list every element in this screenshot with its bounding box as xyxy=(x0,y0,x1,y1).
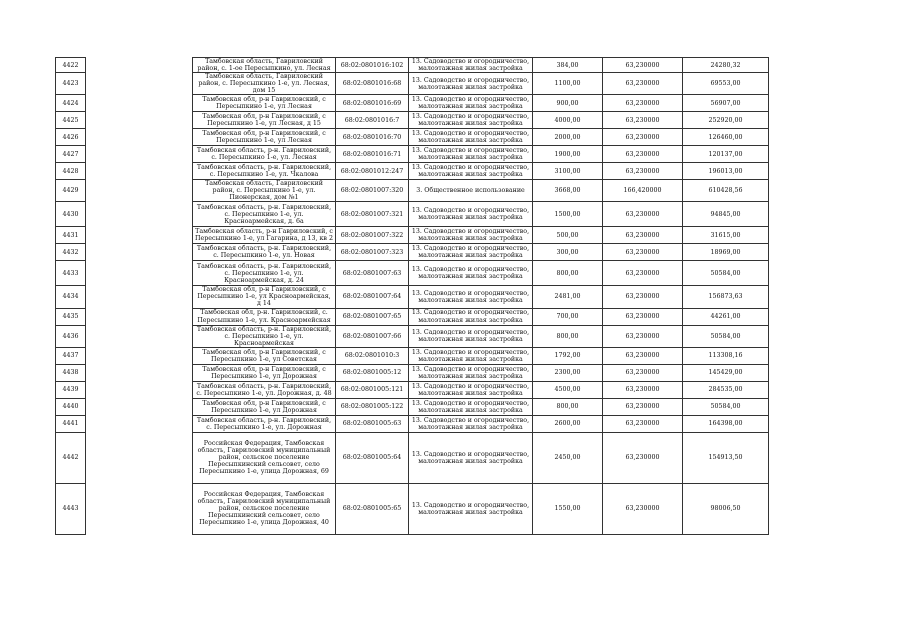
table-row xyxy=(56,163,769,180)
table-row xyxy=(56,244,769,261)
area-cell: 1900,00 xyxy=(533,146,603,163)
cadastral-value-cell: 252920,00 xyxy=(683,112,769,129)
address-cell: Тамбовская обл, р-н Гавриловский, с Пересыпкино 1-е, ул Лесная xyxy=(193,129,336,146)
land-use-cell: 13. Садоводство и огородничество, малоэтажная жилая застройка xyxy=(409,415,533,432)
cadastral-number-cell: 68:02:0801016:102 xyxy=(336,58,409,73)
specific-value-cell: 63,230000 xyxy=(603,483,683,534)
specific-value-cell: 63,230000 xyxy=(603,261,683,286)
gap-cell xyxy=(86,129,193,146)
cadastral-value-cell: 98006,50 xyxy=(683,483,769,534)
cadastral-value-cell: 50584,00 xyxy=(683,261,769,286)
cadastral-value-cell: 196013,00 xyxy=(683,163,769,180)
cadastral-number-cell: 68:02:0801005:12 xyxy=(336,364,409,381)
area-cell: 2000,00 xyxy=(533,129,603,146)
gap-cell xyxy=(86,95,193,112)
area-cell: 900,00 xyxy=(533,95,603,112)
area-cell: 800,00 xyxy=(533,398,603,415)
row-number-cell: 4428 xyxy=(56,163,86,180)
row-number-cell: 4426 xyxy=(56,129,86,146)
specific-value-cell: 63,230000 xyxy=(603,129,683,146)
specific-value-cell: 63,230000 xyxy=(603,308,683,325)
row-number-cell: 4422 xyxy=(56,58,86,73)
area-cell: 2600,00 xyxy=(533,415,603,432)
row-number-cell: 4423 xyxy=(56,73,86,95)
specific-value-cell: 63,230000 xyxy=(603,347,683,364)
table-row xyxy=(56,227,769,244)
cadastral-number-cell: 68:02:0801007:323 xyxy=(336,244,409,261)
land-use-cell: 13. Садоводство и огородничество, малоэтажная жилая застройка xyxy=(409,308,533,325)
cadastral-number-cell: 68:02:0801007:321 xyxy=(336,202,409,227)
address-cell: Тамбовская область, р-н. Гавриловский, с. Пересыпкино 1-е, ул. Новая xyxy=(193,244,336,261)
gap-cell xyxy=(86,163,193,180)
address-cell: Тамбовская область, Гавриловский район, с. Пересыпкино 1-е, ул. Лесная, дом 15 xyxy=(193,73,336,95)
specific-value-cell: 63,230000 xyxy=(603,398,683,415)
table-row xyxy=(56,286,769,308)
cadastral-value-cell: 145429,00 xyxy=(683,364,769,381)
area-cell: 3668,00 xyxy=(533,180,603,202)
cadastral-number-cell: 68:02:0801005:63 xyxy=(336,415,409,432)
area-cell: 384,00 xyxy=(533,58,603,73)
table-row xyxy=(56,202,769,227)
address-cell: Тамбовская область, р-н. Гавриловский, с. Пересыпкино 1-е, ул. Чкалова xyxy=(193,163,336,180)
area-cell: 1100,00 xyxy=(533,73,603,95)
gap-cell xyxy=(86,415,193,432)
cadastral-number-cell: 68:02:0801010:3 xyxy=(336,347,409,364)
cadastral-value-cell: 94845,00 xyxy=(683,202,769,227)
cadastral-number-cell: 68:02:0801005:65 xyxy=(336,483,409,534)
area-cell: 700,00 xyxy=(533,308,603,325)
land-use-cell: 13. Садоводство и огородничество, малоэтажная жилая застройка xyxy=(409,483,533,534)
table-row xyxy=(56,398,769,415)
land-use-cell: 13. Садоводство и огородничество, малоэтажная жилая застройка xyxy=(409,261,533,286)
gap-cell xyxy=(86,180,193,202)
specific-value-cell: 63,230000 xyxy=(603,146,683,163)
cadastral-value-cell: 126460,00 xyxy=(683,129,769,146)
area-cell: 300,00 xyxy=(533,244,603,261)
cadastral-number-cell: 68:02:0801007:64 xyxy=(336,286,409,308)
cadastral-number-cell: 68:02:0801016:70 xyxy=(336,129,409,146)
land-use-cell: 13. Садоводство и огородничество, малоэтажная жилая застройка xyxy=(409,364,533,381)
gap-cell xyxy=(86,202,193,227)
cadastral-value-cell: 50584,00 xyxy=(683,325,769,347)
gap-cell xyxy=(86,244,193,261)
land-use-cell: 13. Садоводство и огородничество, малоэтажная жилая застройка xyxy=(409,347,533,364)
row-number-cell: 4436 xyxy=(56,325,86,347)
area-cell: 3100,00 xyxy=(533,163,603,180)
cadastral-value-cell: 113308,16 xyxy=(683,347,769,364)
specific-value-cell: 63,230000 xyxy=(603,163,683,180)
cadastral-value-cell: 44261,00 xyxy=(683,308,769,325)
specific-value-cell: 63,230000 xyxy=(603,432,683,483)
gap-cell xyxy=(86,112,193,129)
cadastral-value-cell: 610428,56 xyxy=(683,180,769,202)
table-body xyxy=(56,58,769,535)
land-use-cell: 13. Садоводство и огородничество, малоэтажная жилая застройка xyxy=(409,398,533,415)
specific-value-cell: 63,230000 xyxy=(603,381,683,398)
area-cell: 1500,00 xyxy=(533,202,603,227)
specific-value-cell: 63,230000 xyxy=(603,244,683,261)
land-use-cell: 13. Садоводство и огородничество, малоэтажная жилая застройка xyxy=(409,73,533,95)
gap-cell xyxy=(86,227,193,244)
registry-sheet xyxy=(55,57,769,535)
table-row xyxy=(56,432,769,483)
address-cell: Тамбовская область, р-н Гавриловский, с Пересыпкино 1-е, ул Гагарина, д 13, кв 2 xyxy=(193,227,336,244)
address-cell: Тамбовская обл, р-н Гавриловский, с Пересыпкино 1-е, ул Лесная, д 15 xyxy=(193,112,336,129)
land-use-cell: 13. Садоводство и огородничество, малоэтажная жилая застройка xyxy=(409,163,533,180)
address-cell: Тамбовская область, р-н. Гавриловский, с. Пересыпкино 1-е, ул. Лесная xyxy=(193,146,336,163)
specific-value-cell: 63,230000 xyxy=(603,112,683,129)
land-use-cell: 13. Садоводство и огородничество, малоэтажная жилая застройка xyxy=(409,202,533,227)
cadastral-number-cell: 68:02:0801016:68 xyxy=(336,73,409,95)
table-row xyxy=(56,180,769,202)
row-number-cell: 4432 xyxy=(56,244,86,261)
address-cell: Российская Федерация, Тамбовская область, Гавриловский муниципальный район, сельское поселение Пересыпкинский сельсовет, село Пересыпкино 1-е, улица Дорожная, 69 xyxy=(193,432,336,483)
address-cell: Тамбовская обл, р-н Гавриловский, с Пересыпкино 1-е, ул Дорожная xyxy=(193,364,336,381)
cadastral-value-cell: 69553,00 xyxy=(683,73,769,95)
row-number-cell: 4425 xyxy=(56,112,86,129)
cadastral-value-cell: 156873,63 xyxy=(683,286,769,308)
land-use-cell: 13. Садоводство и огородничество, малоэтажная жилая застройка xyxy=(409,129,533,146)
specific-value-cell: 63,230000 xyxy=(603,415,683,432)
cadastral-number-cell: 68:02:0801016:69 xyxy=(336,95,409,112)
land-use-cell: 3. Общественное использование xyxy=(409,180,533,202)
specific-value-cell: 63,230000 xyxy=(603,58,683,73)
row-number-cell: 4439 xyxy=(56,381,86,398)
gap-cell xyxy=(86,325,193,347)
cadastral-number-cell: 68:02:0801005:64 xyxy=(336,432,409,483)
address-cell: Тамбовская область, Гавриловский район, с. Пересыпкино 1-е, ул. Пионерская, дом №1 xyxy=(193,180,336,202)
address-cell: Российская Федерация, Тамбовская область, Гавриловский муниципальный район, сельское поселение Пересыпкинский сельсовет, село Пересыпкино 1-е, улица Дорожная, 40 xyxy=(193,483,336,534)
address-cell: Тамбовская область, Гавриловский район, с. 1-ое Пересыпкино, ул. Лесная xyxy=(193,58,336,73)
address-cell: Тамбовская область, р-н. Гавриловский, с. Пересыпкино 1-е, ул. Дорожная xyxy=(193,415,336,432)
gap-cell xyxy=(86,308,193,325)
land-use-cell: 13. Садоводство и огородничество, малоэтажная жилая застройка xyxy=(409,227,533,244)
land-use-cell: 13. Садоводство и огородничество, малоэтажная жилая застройка xyxy=(409,95,533,112)
specific-value-cell: 63,230000 xyxy=(603,286,683,308)
land-use-cell: 13. Садоводство и огородничество, малоэтажная жилая застройка xyxy=(409,146,533,163)
land-use-cell: 13. Садоводство и огородничество, малоэтажная жилая застройка xyxy=(409,244,533,261)
row-number-cell: 4441 xyxy=(56,415,86,432)
land-use-cell: 13. Садоводство и огородничество, малоэтажная жилая застройка xyxy=(409,432,533,483)
gap-cell xyxy=(86,261,193,286)
cadastral-number-cell: 68:02:0801012:247 xyxy=(336,163,409,180)
table-row xyxy=(56,146,769,163)
row-number-cell: 4440 xyxy=(56,398,86,415)
row-number-cell: 4443 xyxy=(56,483,86,534)
address-cell: Тамбовская обл, р-н Гавриловский, с Пересыпкино 1-е, ул Дорожная xyxy=(193,398,336,415)
cadastral-number-cell: 68:02:0801007:320 xyxy=(336,180,409,202)
row-number-cell: 4435 xyxy=(56,308,86,325)
address-cell: Тамбовская область, р-н. Гавриловский, с. Пересыпкино 1-е, ул. Красноармейская, д. 6а xyxy=(193,202,336,227)
cadastral-value-cell: 284535,00 xyxy=(683,381,769,398)
cadastral-number-cell: 68:02:0801016:71 xyxy=(336,146,409,163)
table-row xyxy=(56,364,769,381)
area-cell: 800,00 xyxy=(533,261,603,286)
row-number-cell: 4431 xyxy=(56,227,86,244)
address-cell: Тамбовская обл, р-н. Гавриловский, с. Пересыпкино 1-е, ул. Красноармейская xyxy=(193,308,336,325)
cadastral-value-cell: 154913,50 xyxy=(683,432,769,483)
table-row xyxy=(56,58,769,73)
table-row xyxy=(56,261,769,286)
land-plot-table xyxy=(55,57,769,535)
table-row xyxy=(56,347,769,364)
cadastral-value-cell: 56907,00 xyxy=(683,95,769,112)
cadastral-value-cell: 164398,00 xyxy=(683,415,769,432)
table-row xyxy=(56,415,769,432)
area-cell: 1550,00 xyxy=(533,483,603,534)
row-number-cell: 4424 xyxy=(56,95,86,112)
table-row xyxy=(56,73,769,95)
area-cell: 2481,00 xyxy=(533,286,603,308)
row-number-cell: 4430 xyxy=(56,202,86,227)
gap-cell xyxy=(86,347,193,364)
gap-cell xyxy=(86,146,193,163)
cadastral-number-cell: 68:02:0801007:66 xyxy=(336,325,409,347)
cadastral-number-cell: 68:02:0801007:63 xyxy=(336,261,409,286)
gap-cell xyxy=(86,381,193,398)
cadastral-value-cell: 50584,00 xyxy=(683,398,769,415)
table-row xyxy=(56,112,769,129)
row-number-cell: 4434 xyxy=(56,286,86,308)
table-row xyxy=(56,129,769,146)
row-number-cell: 4438 xyxy=(56,364,86,381)
table-row xyxy=(56,381,769,398)
specific-value-cell: 166,420000 xyxy=(603,180,683,202)
land-use-cell: 13. Садоводство и огородничество, малоэтажная жилая застройка xyxy=(409,381,533,398)
area-cell: 1792,00 xyxy=(533,347,603,364)
gap-cell xyxy=(86,286,193,308)
specific-value-cell: 63,230000 xyxy=(603,202,683,227)
gap-cell xyxy=(86,483,193,534)
area-cell: 2450,00 xyxy=(533,432,603,483)
table-row xyxy=(56,308,769,325)
address-cell: Тамбовская обл, р-н Гавриловский, с Пересыпкино 1-е, ул Лесная xyxy=(193,95,336,112)
address-cell: Тамбовская обл, р-н Гавриловский, с Пересыпкино 1-е, ул Советская xyxy=(193,347,336,364)
specific-value-cell: 63,230000 xyxy=(603,227,683,244)
area-cell: 2300,00 xyxy=(533,364,603,381)
specific-value-cell: 63,230000 xyxy=(603,73,683,95)
address-cell: Тамбовская обл, р-н Гавриловский, с Пересыпкино 1-е, ул Красноармейская, д 14 xyxy=(193,286,336,308)
gap-cell xyxy=(86,73,193,95)
area-cell: 4500,00 xyxy=(533,381,603,398)
table-row xyxy=(56,483,769,534)
land-use-cell: 13. Садоводство и огородничество, малоэтажная жилая застройка xyxy=(409,58,533,73)
cadastral-number-cell: 68:02:0801007:65 xyxy=(336,308,409,325)
area-cell: 500,00 xyxy=(533,227,603,244)
cadastral-number-cell: 68:02:0801007:322 xyxy=(336,227,409,244)
land-use-cell: 13. Садоводство и огородничество, малоэтажная жилая застройка xyxy=(409,325,533,347)
specific-value-cell: 63,230000 xyxy=(603,95,683,112)
row-number-cell: 4429 xyxy=(56,180,86,202)
land-use-cell: 13. Садоводство и огородничество, малоэтажная жилая застройка xyxy=(409,286,533,308)
row-number-cell: 4427 xyxy=(56,146,86,163)
cadastral-value-cell: 120137,00 xyxy=(683,146,769,163)
table-row xyxy=(56,325,769,347)
row-number-cell: 4433 xyxy=(56,261,86,286)
cadastral-value-cell: 31615,00 xyxy=(683,227,769,244)
address-cell: Тамбовская область, р-н. Гавриловский, с. Пересыпкино 1-е, ул. Красноармейская xyxy=(193,325,336,347)
table-row xyxy=(56,95,769,112)
cadastral-number-cell: 68:02:0801005:121 xyxy=(336,381,409,398)
specific-value-cell: 63,230000 xyxy=(603,325,683,347)
gap-cell xyxy=(86,58,193,73)
area-cell: 4000,00 xyxy=(533,112,603,129)
cadastral-value-cell: 24280,32 xyxy=(683,58,769,73)
gap-cell xyxy=(86,398,193,415)
row-number-cell: 4437 xyxy=(56,347,86,364)
row-number-cell: 4442 xyxy=(56,432,86,483)
area-cell: 800,00 xyxy=(533,325,603,347)
address-cell: Тамбовская область, р-н. Гавриловский, с. Пересыпкино 1-е, ул. Дорожная, д. 48 xyxy=(193,381,336,398)
gap-cell xyxy=(86,364,193,381)
gap-cell xyxy=(86,432,193,483)
specific-value-cell: 63,230000 xyxy=(603,364,683,381)
cadastral-value-cell: 18969,00 xyxy=(683,244,769,261)
land-use-cell: 13. Садоводство и огородничество, малоэтажная жилая застройка xyxy=(409,112,533,129)
address-cell: Тамбовская область, р-н. Гавриловский, с. Пересыпкино 1-е, ул. Красноармейская, д. 24 xyxy=(193,261,336,286)
cadastral-number-cell: 68:02:0801016:7 xyxy=(336,112,409,129)
cadastral-number-cell: 68:02:0801005:122 xyxy=(336,398,409,415)
